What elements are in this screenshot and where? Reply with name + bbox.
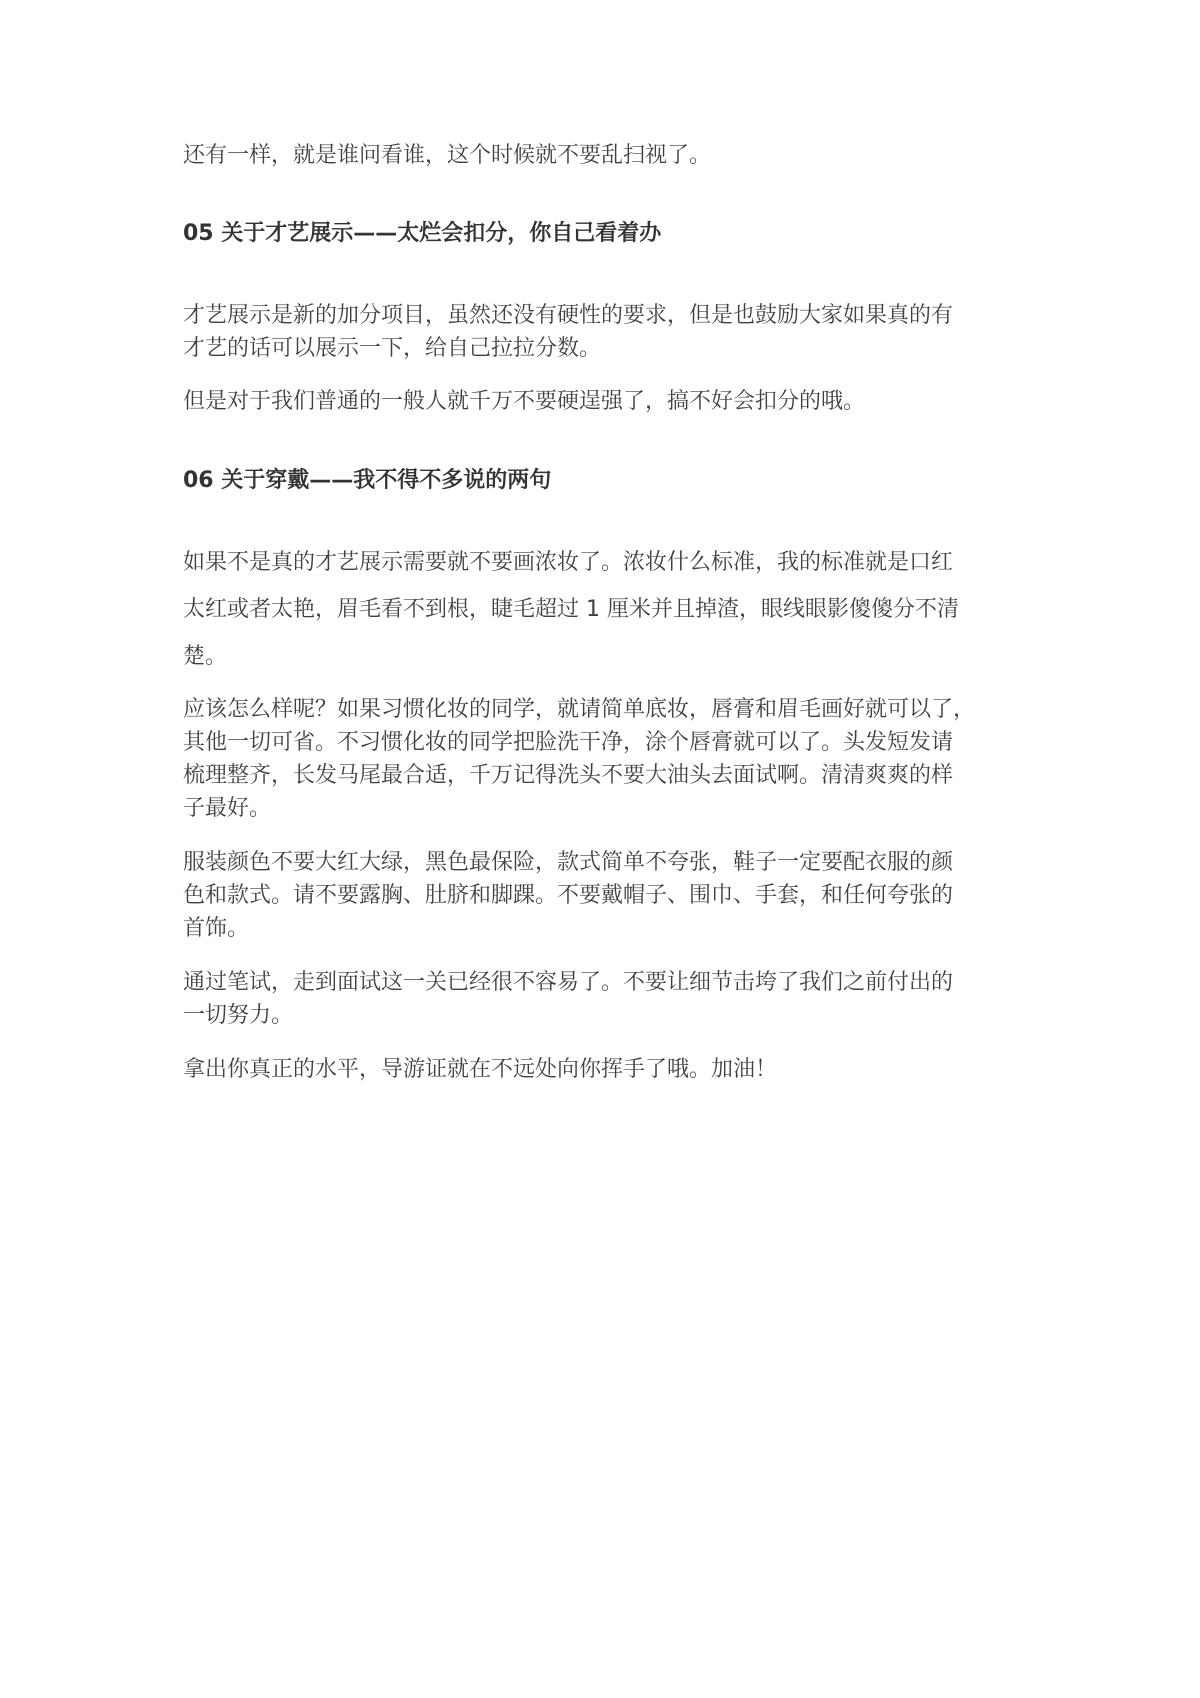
text-line: 服装颜色不要大红大绿，黑色最保险，款式简单不夸张，鞋子一定要配衣服的颜	[183, 850, 954, 875]
text-line: 楚。	[183, 644, 228, 669]
text-line: 拿出你真正的水平，导游证就在不远处向你挥手了哦。加油！	[183, 1057, 778, 1082]
text-line: 色和款式。请不要露胸、肚脐和脚踝。不要戴帽子、围巾、手套，和任何夸张的	[183, 883, 954, 908]
text-line: 才艺展示是新的加分项目，虽然还没有硬性的要求，但是也鼓励大家如果真的有	[183, 303, 954, 328]
text-line: 子最好。	[183, 796, 272, 821]
text-line: 其他一切可省。不习惯化妆的同学把脸洗干净，涂个唇膏就可以了。头发短发请	[183, 730, 954, 755]
paragraph-eye-contact	[183, 139, 1026, 172]
paragraph-clothing	[183, 846, 1026, 945]
text-line: 一切努力。	[183, 1003, 294, 1028]
text-line: 通过笔试，走到面试这一关已经很不容易了。不要让细节击垮了我们之前付出的	[183, 970, 954, 995]
text-line: 还有一样，就是谁问看谁，这个时候就不要乱扫视了。	[183, 143, 712, 168]
text-line: 才艺的话可以展示一下，给自己拉拉分数。	[183, 336, 602, 361]
text-line: 应该怎么样呢？如果习惯化妆的同学，就请简单底妆，唇膏和眉毛画好就可以了，	[183, 697, 976, 722]
paragraph-talent-intro	[183, 299, 1026, 365]
text-line: 梳理整齐，长发马尾最合适，千万记得洗头不要大油头去面试啊。清清爽爽的样	[183, 763, 954, 788]
paragraph-details	[183, 966, 1026, 1032]
paragraph-makeup-advice	[183, 693, 1026, 825]
paragraph-talent-warning	[183, 385, 1026, 418]
text-line: 如果不是真的才艺展示需要就不要画浓妆了。浓妆什么标准，我的标准就是口红	[183, 550, 954, 575]
paragraph-encouragement	[183, 1053, 1026, 1086]
paragraph-makeup	[183, 539, 1026, 680]
section-heading-talent: 05 关于才艺展示——太烂会扣分，你自己看着办	[183, 221, 662, 246]
section-heading-attire: 06 关于穿戴——我不得不多说的两句	[183, 468, 552, 493]
text-line: 首饰。	[183, 916, 250, 941]
text-line: 太红或者太艳，眉毛看不到根，睫毛超过 1 厘米并且掉渣，眼线眼影傻傻分不清	[183, 597, 959, 622]
text-line: 但是对于我们普通的一般人就千万不要硬逞强了，搞不好会扣分的哦。	[183, 389, 866, 414]
article-body	[183, 139, 1026, 1086]
